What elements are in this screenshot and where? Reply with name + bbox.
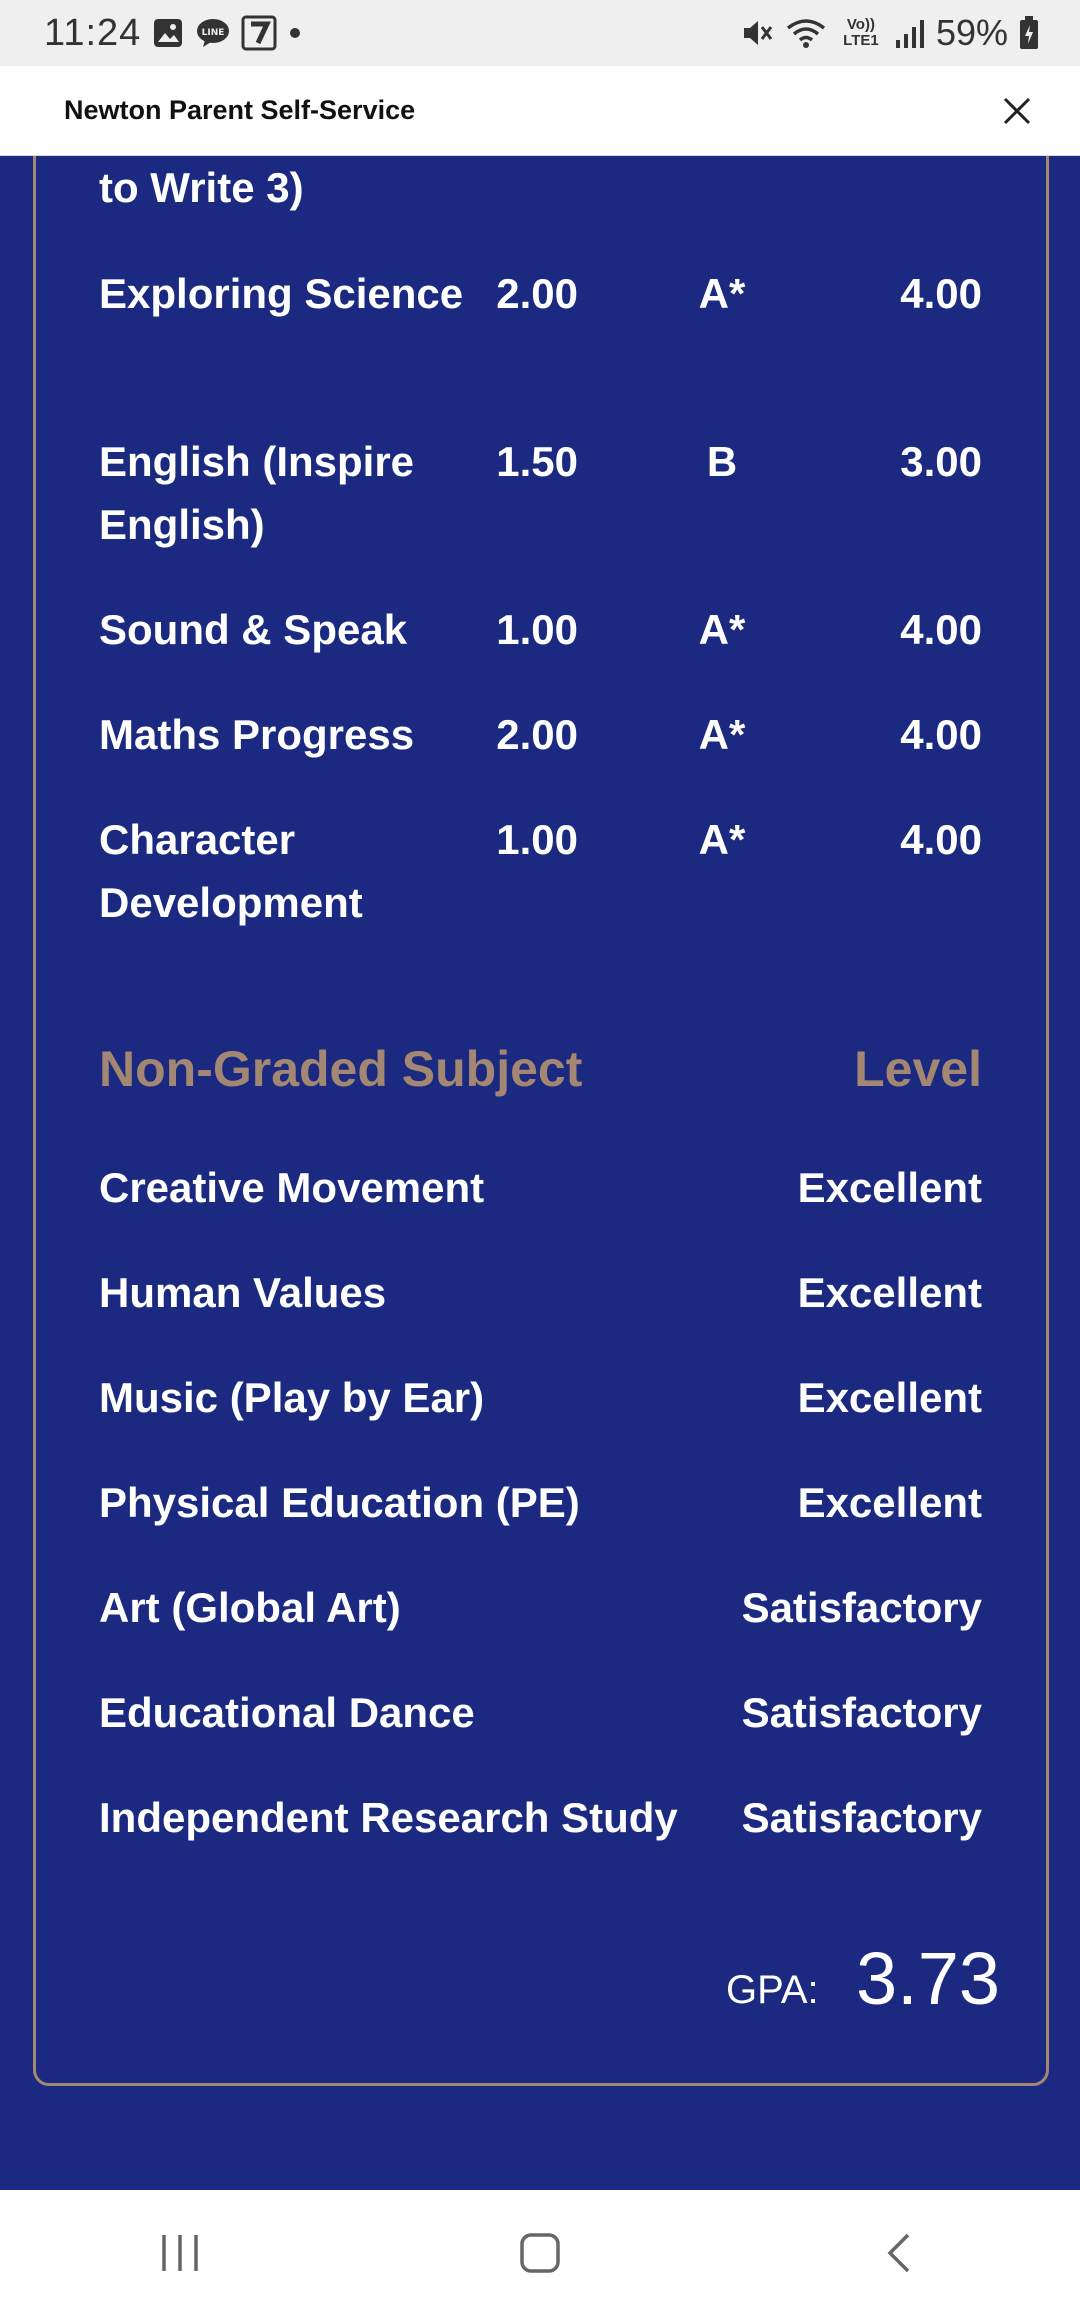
subject-points: 4.00 <box>900 711 982 758</box>
non-graded-subject: Human Values <box>99 1269 387 1316</box>
line-icon <box>195 16 231 50</box>
system-nav-bar <box>0 2190 1080 2316</box>
non-graded-subject: Art (Global Art) <box>99 1584 401 1631</box>
seven-eleven-icon <box>241 15 277 51</box>
subject-points: 3.00 <box>900 438 982 485</box>
home-button[interactable] <box>490 2213 590 2293</box>
level-header: Level <box>854 1041 982 1097</box>
network-type-label: Vo)) LTE1 <box>843 16 879 49</box>
status-time: 11:24 <box>44 11 142 54</box>
gpa-value: 3.73 <box>856 1937 1001 2020</box>
subject-grade: A* <box>698 270 746 317</box>
subject-points: 4.00 <box>900 816 982 863</box>
non-graded-level: Excellent <box>797 1164 982 1211</box>
subject-grade: A* <box>698 711 746 758</box>
non-graded-subject: Educational Dance <box>99 1689 475 1736</box>
gallery-icon <box>151 16 185 50</box>
app-header <box>0 66 1080 156</box>
non-graded-subject-header: Non-Graded Subject <box>99 1041 583 1097</box>
status-bar-right <box>740 12 1040 54</box>
subject-name: to Write 3) <box>99 164 304 211</box>
non-graded-level: Excellent <box>797 1479 982 1526</box>
non-graded-level: Satisfactory <box>741 1794 982 1841</box>
wifi-icon <box>784 16 828 50</box>
gpa-label: GPA: <box>726 1968 819 2012</box>
battery-icon <box>1018 15 1040 51</box>
non-graded-level: Satisfactory <box>741 1584 982 1631</box>
non-graded-level: Excellent <box>797 1374 982 1421</box>
status-bar <box>0 0 1080 66</box>
report-content[interactable] <box>0 156 1080 2190</box>
subject-name: Exploring Science <box>99 270 464 317</box>
subject-credits: 1.00 <box>496 606 578 653</box>
status-bar-left <box>44 12 303 55</box>
non-graded-subject: Independent Research Study <box>99 1794 678 1841</box>
non-graded-subject: Physical Education (PE) <box>99 1479 580 1526</box>
recent-apps-button[interactable] <box>130 2213 230 2293</box>
dot-icon <box>287 25 303 41</box>
subject-credits: 2.00 <box>496 270 578 317</box>
non-graded-subject: Music (Play by Ear) <box>99 1374 485 1421</box>
subject-points: 4.00 <box>900 606 982 653</box>
battery-percent: 59% <box>935 12 1008 53</box>
back-button[interactable] <box>850 2213 950 2293</box>
subject-credits: 2.00 <box>496 711 578 758</box>
home-icon <box>518 2231 562 2275</box>
subject-name: English (Inspire English) <box>99 438 415 548</box>
non-graded-level: Excellent <box>797 1269 982 1316</box>
back-icon <box>878 2231 922 2275</box>
close-button[interactable] <box>992 86 1042 136</box>
subject-credits: 1.00 <box>496 816 578 863</box>
page-title: Newton Parent Self-Service <box>64 95 416 125</box>
subject-grade: A* <box>698 816 746 863</box>
subject-grade: A* <box>698 606 746 653</box>
mute-icon <box>740 16 774 50</box>
subject-name: Maths Progress <box>99 711 415 758</box>
non-graded-subject: Creative Movement <box>99 1164 485 1211</box>
recent-apps-icon <box>158 2231 202 2275</box>
non-graded-level: Satisfactory <box>741 1689 982 1736</box>
svg-text:LINE: LINE <box>201 28 225 38</box>
subject-grade: B <box>706 438 738 485</box>
signal-icon <box>894 16 926 50</box>
subject-credits: 1.50 <box>496 438 578 485</box>
close-icon <box>1002 96 1032 126</box>
subject-name: Sound & Speak <box>99 606 408 653</box>
subject-name: Character Development <box>99 816 363 926</box>
subject-points: 4.00 <box>900 270 982 317</box>
